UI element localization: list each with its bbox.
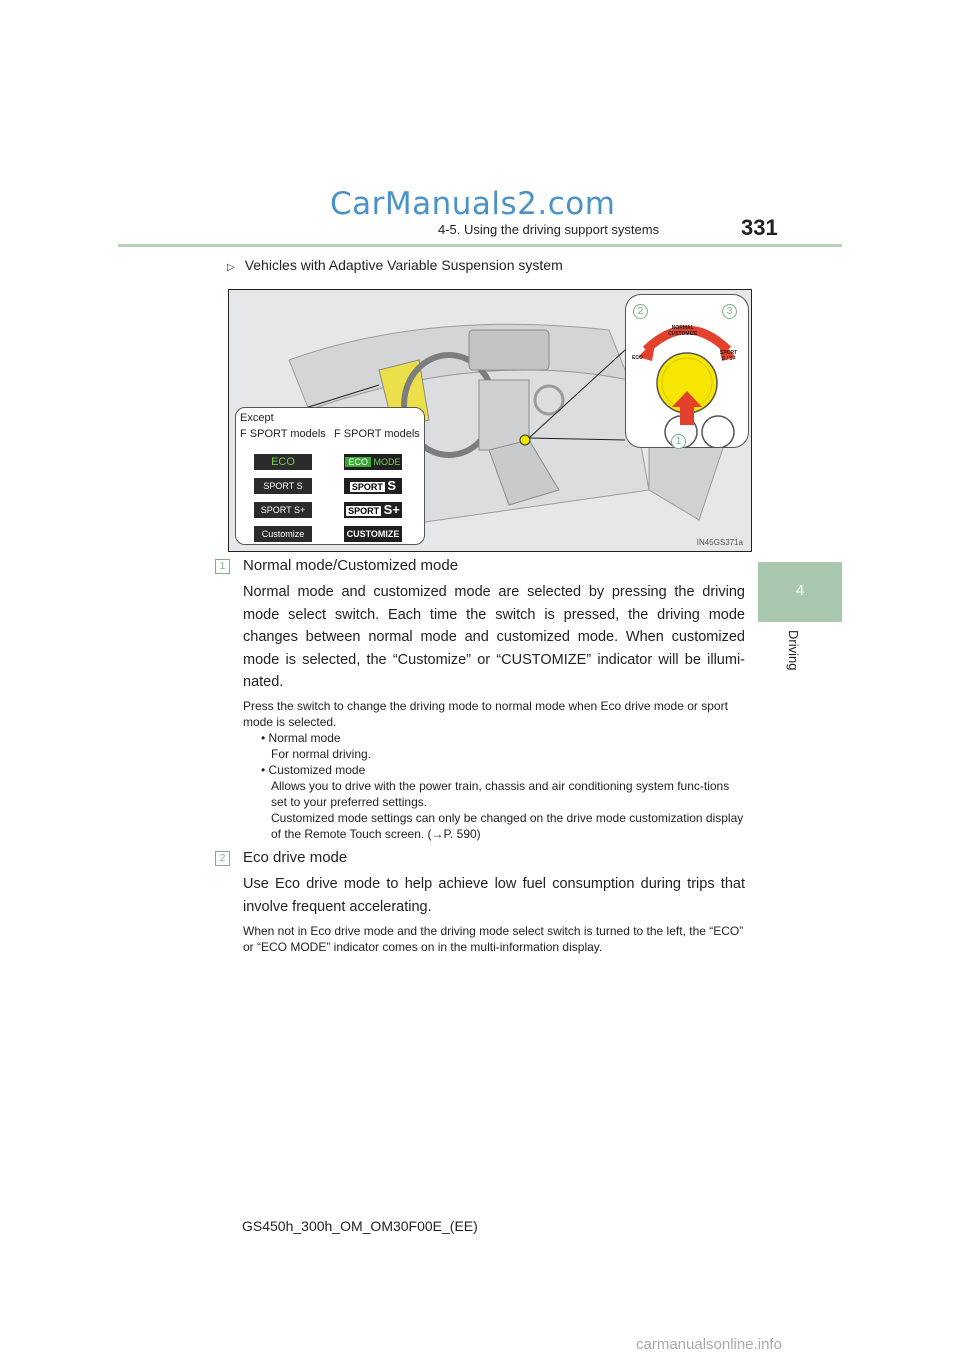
- driving-mode-switch-illustration: [228, 289, 752, 552]
- note-customized-desc: Allows you to drive with the power train, chassis and air conditioning system func-tions set to your preferred settings.: [271, 779, 730, 809]
- item-body-eco-mode: Use Eco drive mode to help achieve low fuel consumption during trips that involve frequent accelerating.: [243, 876, 745, 915]
- eco-mode-indicator-eco: ECO: [345, 457, 371, 467]
- section-title: 4-5. Using the driving support systems: [438, 222, 660, 237]
- page-number: 331: [741, 215, 778, 240]
- note-normal-desc: For normal driving.: [271, 747, 372, 761]
- sport-s-plus-indicator-sport: SPORT: [348, 506, 380, 516]
- chapter-tab[interactable]: 4: [758, 562, 842, 622]
- dial-label-eco: ECO: [632, 355, 643, 361]
- item-title-eco-mode: Eco drive mode: [243, 849, 348, 866]
- note-bullet-normal: • Normal mode: [261, 731, 341, 745]
- item-note-eco-mode: When not in Eco drive mode and the driving mode select switch is turned to the left, the “ECO” or “ECO MODE” indicator comes on in the multi-information display.: [243, 924, 744, 954]
- figure-marker-1: 1: [671, 434, 686, 449]
- sport-s-indicator-fsport: [344, 478, 402, 494]
- figure-marker-2: 2: [633, 304, 648, 319]
- item-note-normal-mode: [243, 698, 745, 842]
- indicator-inset: [235, 407, 425, 545]
- sport-s-indicator-s: S: [387, 478, 397, 493]
- inset-caption-except: Except: [240, 412, 274, 424]
- note-line: Press the switch to change the driving mode to normal mode when Eco drive mode or sport mode is selected.: [243, 699, 728, 729]
- watermark-footer: carmanualsonline.info: [636, 1336, 782, 1353]
- sport-s-indicator: SPORT S: [254, 478, 312, 494]
- note-customized-settings: Customized mode settings can only be changed on the drive mode customization display of the Remote Touch screen. (→P. 590): [271, 811, 744, 841]
- figure-code: IN45GS371a: [696, 538, 743, 547]
- subsection-heading-text: Vehicles with Adaptive Variable Suspension system: [244, 257, 563, 273]
- dial-label-sport: SPORT: [720, 350, 738, 356]
- triangle-bullet-icon: ▷: [227, 262, 235, 273]
- inset-caption-left: F SPORT models: [240, 428, 326, 440]
- dial-label-normal-customize: [668, 325, 697, 337]
- dial-label-normal: NORMAL: [671, 325, 694, 331]
- subsection-heading: [227, 257, 563, 273]
- drive-mode-dial-panel: [625, 294, 749, 448]
- sport-s-indicator-sport: SPORT: [351, 482, 383, 492]
- dial-label-sport-s: S / S+: [721, 356, 736, 362]
- document-code: GS450h_300h_OM_OM30F00E_(EE): [242, 1218, 478, 1234]
- note-bullet-customized: • Customized mode: [261, 763, 366, 777]
- inset-caption-right: F SPORT models: [334, 428, 420, 440]
- chapter-label: Driving: [786, 630, 801, 671]
- sport-s-plus-indicator-s-plus: S+: [383, 502, 400, 517]
- item-body-normal-mode: Normal mode and customized mode are selected by pressing the driving mode select switch. Each time the switch is pressed, the driving mode changes between normal mode and customized mode. When customized mode is selected, the “Customize” or “CUSTOMIZE” indicator will be illumi-nated.: [243, 584, 745, 690]
- customize-indicator-fsport: CUSTOMIZE: [344, 526, 402, 542]
- dial-label-customize: CUSTOMIZE: [668, 331, 698, 337]
- sport-s-plus-indicator-fsport: [344, 502, 402, 518]
- dial-label-sport-group: [720, 350, 737, 362]
- sport-s-plus-indicator: SPORT S+: [254, 502, 312, 518]
- item-marker-2: 2: [215, 851, 230, 866]
- figure-marker-3: 3: [722, 304, 737, 319]
- item-marker-1: 1: [215, 559, 230, 574]
- customize-indicator: Customize: [254, 526, 312, 542]
- header-rule: [118, 244, 842, 247]
- watermark-logo-text: CarManuals2.com: [330, 186, 616, 222]
- eco-mode-indicator-fsport: [344, 454, 402, 470]
- eco-mode-indicator-mode: MODE: [373, 457, 401, 467]
- eco-indicator: ECO: [254, 454, 312, 470]
- item-title-normal-mode: Normal mode/Customized mode: [243, 557, 459, 574]
